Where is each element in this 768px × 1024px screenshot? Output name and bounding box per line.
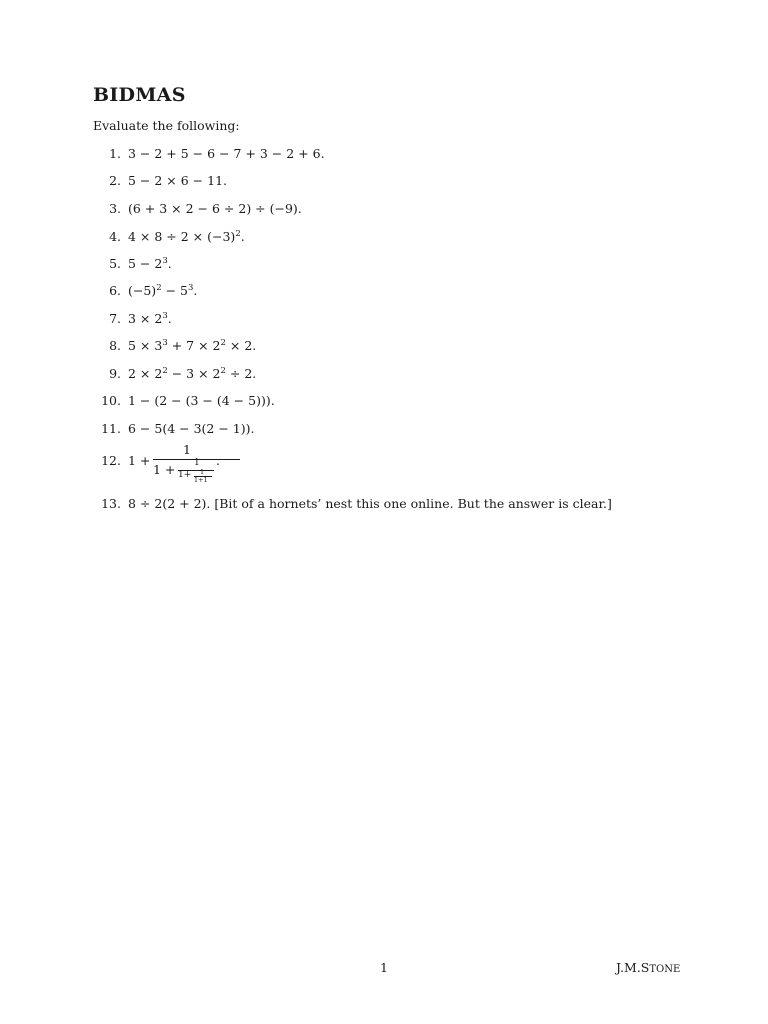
continued-fraction <box>128 442 248 485</box>
item-expression: $5 - 2^3$. <box>128 256 172 271</box>
fraction-denominator-lead: 1 + <box>153 462 176 477</box>
item-number: 10. <box>101 393 121 408</box>
item-expression: 1 − (2 − (3 − (4 − 5))). <box>128 393 275 408</box>
item-expression: 5 − 2 × 6 − 11. <box>128 173 227 188</box>
item-expression: 6 − 5(4 − 3(2 − 1)). <box>128 421 255 436</box>
instructions: Evaluate the following: <box>93 118 240 133</box>
fraction-lead: 1 + <box>128 453 151 468</box>
page-title: BIDMAS <box>93 84 186 106</box>
page-number: 1 <box>380 960 388 975</box>
item-number: 4. <box>109 229 121 244</box>
fraction-numerator: 1 <box>183 442 191 457</box>
fraction-end: . <box>216 453 220 468</box>
item-number: 13. <box>101 496 121 511</box>
item-number: 7. <box>109 311 121 326</box>
innermost-numerator: 1 <box>200 468 205 476</box>
author-name: J.M.STONE <box>616 960 681 975</box>
item-expression: (6 + 3 × 2 − 6 ÷ 2) ÷ (−9). <box>128 201 302 216</box>
item-expression: $4 \times 8 \div 2 \times (-3)^2$. <box>128 229 245 244</box>
item-number: 3. <box>109 201 121 216</box>
item-expression: $5 \times 3^3 + 7 \times 2^2 \times 2$. <box>128 338 257 353</box>
item-expression: 8 ÷ 2(2 + 2). [Bit of a hornets’ nest this one online. But the answer is clear.] <box>128 496 612 511</box>
item-expression: $(-5)^2 - 5^3$. <box>128 283 198 298</box>
innermost-denominator: 1+1 <box>194 476 208 484</box>
item-number: 9. <box>109 366 121 381</box>
item-number: 2. <box>109 173 121 188</box>
item-number: 1. <box>109 146 121 161</box>
item-expression: $2 \times 2^2 - 3 \times 2^2 \div 2$. <box>128 366 257 381</box>
nested-denominator-lead: 1+ <box>178 470 192 480</box>
item-number: 11. <box>101 421 121 436</box>
item-number: 12. <box>101 453 121 468</box>
item-number: 6. <box>109 283 121 298</box>
item-expression: $3 \times 2^3$. <box>128 311 172 326</box>
item-number: 5. <box>109 256 121 271</box>
item-expression: 3 − 2 + 5 − 6 − 7 + 3 − 2 + 6. <box>128 146 325 161</box>
nested-numerator: 1 <box>194 458 200 468</box>
item-number: 8. <box>109 338 121 353</box>
